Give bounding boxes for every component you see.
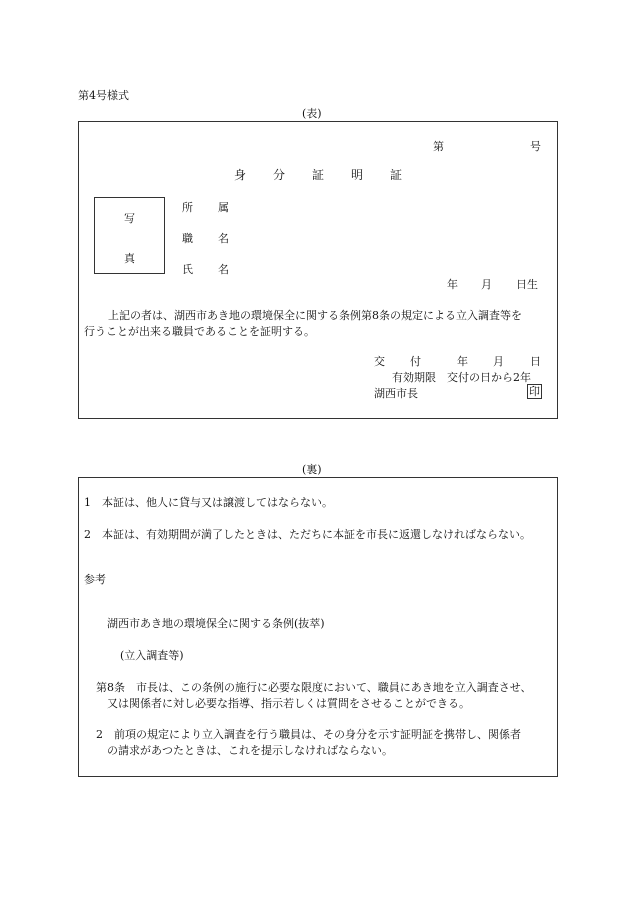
back-side-label: (裏) [302, 463, 322, 476]
field-affiliation-char: 属 [218, 201, 229, 214]
certificate-number-prefix: 第 [433, 140, 444, 153]
article-line: 第8条 市長は、この条例の施行に必要な限度において、職員にあき地を立入調査させ、 [96, 681, 532, 694]
article-line: 又は関係者に対し必要な指導、指示若しくは質問をさせることができる。 [107, 697, 470, 710]
photo-label-char: 真 [124, 252, 135, 265]
field-position-char: 職 [182, 232, 193, 245]
article-line: 2 前項の規定により立入調査を行う職員は、その身分を示す証明証を携帯し、関係者 [96, 728, 521, 741]
reference-heading: 参考 [84, 573, 106, 586]
field-position-char: 名 [218, 232, 229, 245]
seal-char: 印 [529, 385, 540, 398]
field-name-char: 名 [218, 263, 229, 276]
certificate-number-suffix: 号 [530, 140, 541, 153]
section-heading: (立入調査等) [120, 649, 184, 662]
rule-item: 2 本証は、有効期間が満了したときは、ただちに本証を市長に返還しなければならない。 [84, 528, 531, 541]
issue-label-char: 付 [410, 355, 421, 368]
issue-month-label: 月 [493, 355, 504, 368]
birth-month-label: 月 [481, 278, 492, 291]
field-name-char: 氏 [182, 263, 193, 276]
front-side-label: (表) [302, 107, 322, 120]
article-line: の請求があつたときは、これを提示しなければならない。 [107, 744, 393, 757]
mayor-title: 湖西市長 [374, 387, 418, 400]
seal-mark [527, 384, 542, 399]
issue-year-label: 年 [457, 355, 468, 368]
statement-line: 上記の者は、湖西市あき地の環境保全に関する条例第8条の規定による立入調査等を [108, 309, 522, 322]
title-char: 証 [390, 168, 403, 182]
title-char: 明 [351, 168, 364, 182]
birth-day-label: 日生 [516, 278, 538, 291]
ordinance-title: 湖西市あき地の環境保全に関する条例(抜萃) [107, 617, 325, 630]
title-char: 分 [273, 168, 286, 182]
title-char: 身 [234, 168, 247, 182]
statement-line: 行うことが出来る職員であることを証明する。 [84, 325, 315, 338]
photo-label-char: 写 [124, 212, 135, 225]
rule-item: 1 本証は、他人に貸与又は譲渡してはならない。 [84, 496, 333, 509]
birth-year-label: 年 [447, 278, 458, 291]
form-number-label: 第4号様式 [78, 89, 129, 102]
validity-period: 有効期限 交付の日から2年 [392, 371, 531, 384]
field-affiliation-char: 所 [182, 201, 193, 214]
issue-label-char: 交 [374, 355, 385, 368]
title-char: 証 [312, 168, 325, 182]
issue-day-label: 日 [530, 355, 541, 368]
